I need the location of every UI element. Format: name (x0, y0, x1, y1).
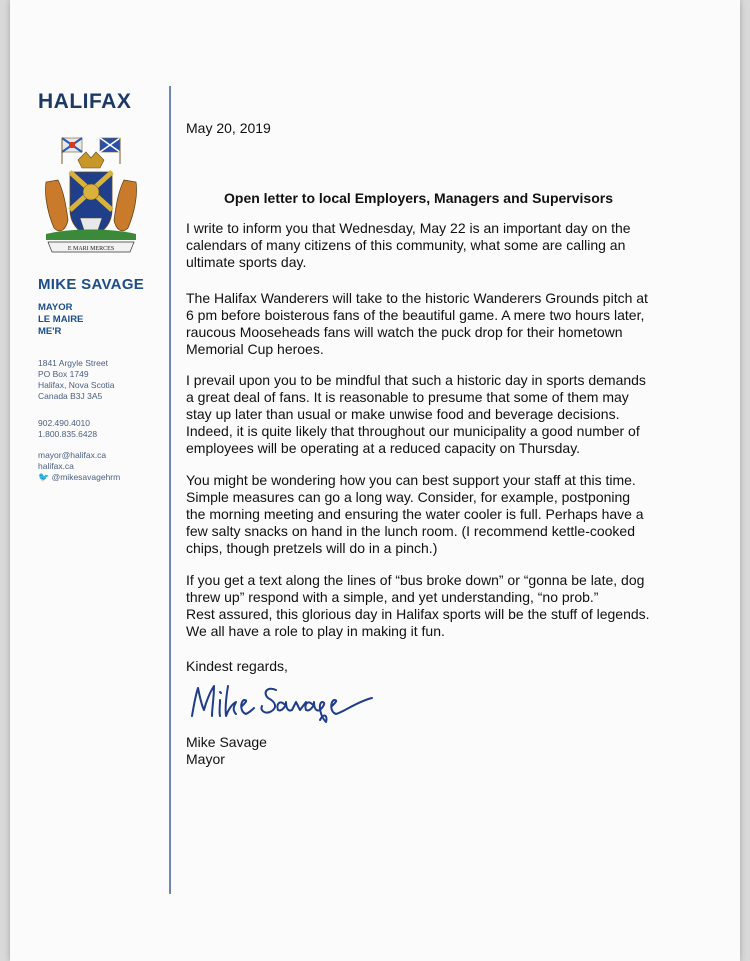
letterhead-divider (169, 86, 171, 894)
title-en: MAYOR (38, 302, 73, 313)
paragraph-3 (186, 372, 696, 457)
email-link[interactable]: mayor@halifax.ca (38, 450, 107, 460)
paragraph-line: employees will be operating at a reduced capacity on Thursday. (186, 440, 581, 456)
signer-title: Mayor (186, 751, 225, 767)
paragraph-line: I write to inform you that Wednesday, May 22 is an important day on the (186, 220, 631, 236)
signer-name: Mike Savage (186, 734, 267, 750)
paragraph-1 (186, 220, 696, 271)
twitter-handle-text: @mikesavagehrm (51, 472, 121, 482)
twitter-handle[interactable] (38, 472, 120, 483)
crest-motto: E MARI MERCES (67, 246, 115, 252)
halifax-wordmark: HALIFAX (38, 90, 132, 113)
paragraph-line: ultimate sports day. (186, 254, 307, 270)
phone-tollfree: 1.800.835.6428 (38, 429, 98, 439)
address-line: Canada B3J 3A5 (38, 391, 103, 401)
paragraph-4 (186, 472, 696, 557)
address-line: 1841 Argyle Street (38, 358, 108, 368)
closing: Kindest regards, (186, 658, 288, 674)
paragraph-line: I prevail upon you to be mindful that such a historic day in sports demands (186, 372, 646, 388)
paragraph-line: Indeed, it is quite likely that throughout our municipality a good number of (186, 423, 640, 439)
address-line: PO Box 1749 (38, 369, 89, 379)
paragraph-line: Memorial Cup heroes. (186, 341, 324, 357)
paragraph-line: stay up later than usual or make unwise food and beverage decisions. (186, 406, 620, 422)
letter-heading: Open letter to local Employers, Managers and Supervisors (224, 190, 614, 206)
paragraph-line: Simple measures can go a long way. Consider, for example, postponing (186, 489, 631, 505)
paragraph-line: a great deal of fans. It is reasonable to presume that some of them may (186, 389, 629, 405)
mayor-name: MIKE SAVAGE (38, 276, 145, 293)
paragraph-line: We all have a role to play in making it fun. (186, 623, 445, 639)
address-line: Halifax, Nova Scotia (38, 380, 115, 390)
phone-local: 902.490.4010 (38, 418, 90, 428)
paragraph-line: You might be wondering how you can best support your staff at this time. (186, 472, 636, 488)
letter-page (10, 0, 740, 961)
handwritten-signature (186, 676, 386, 726)
contact-block (38, 450, 120, 483)
twitter-bird-icon: 🐦 (38, 472, 50, 482)
mailing-address (38, 358, 115, 402)
website-link[interactable]: halifax.ca (38, 461, 74, 471)
title-fr: LE MAIRE (38, 314, 84, 325)
phone-numbers (38, 418, 97, 440)
paragraph-line: 6 pm before boisterous fans of the beautiful game. A mere two hours later, (186, 307, 645, 323)
paragraph-5 (186, 572, 696, 640)
title-mi: ME'R (38, 326, 62, 337)
letterhead-sidebar (38, 90, 158, 482)
paragraph-line: The Halifax Wanderers will take to the historic Wanderers Grounds pitch at (186, 290, 648, 306)
paragraph-line: If you get a text along the lines of “bus broke down” or “gonna be late, dog (186, 572, 645, 588)
letter-date: May 20, 2019 (186, 120, 271, 136)
paragraph-line: calendars of many citizens of this community, what some are calling an (186, 237, 626, 253)
signature-text: Mike Savage (186, 676, 192, 677)
halifax-coat-of-arms-icon (40, 134, 142, 256)
paragraph-2 (186, 290, 696, 358)
paragraph-line: Rest assured, this glorious day in Halifax sports will be the stuff of legends. (186, 606, 650, 622)
paragraph-line: the morning meeting and ensuring the water cooler is full. Perhaps have a (186, 506, 644, 522)
paragraph-line: chips, though pretzels will do in a pinch.) (186, 540, 438, 556)
paragraph-line: raucous Mooseheads fans will watch the puck drop for their hometown (186, 324, 623, 340)
mayor-titles (38, 302, 83, 338)
paragraph-line: few salty snacks on hand in the lunch room. (I recommend kettle-cooked (186, 523, 635, 539)
paragraph-line: threw up” respond with a simple, and yet understanding, “no prob.” (186, 589, 599, 605)
